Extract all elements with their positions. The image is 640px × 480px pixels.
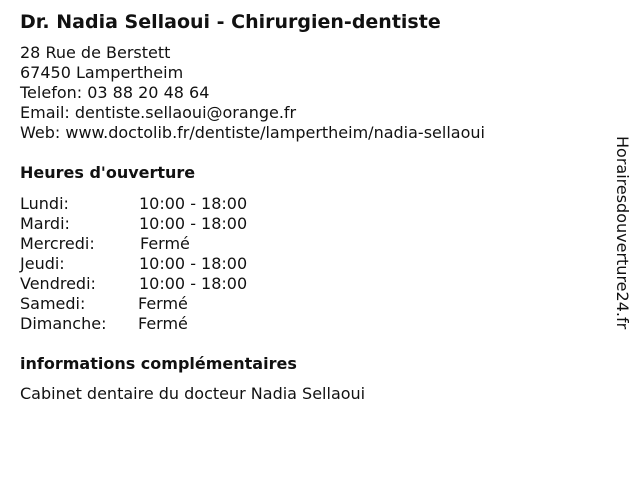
hours-row-saturday (20, 294, 320, 314)
day-label: Vendredi: (20, 274, 96, 293)
website-url: Web: www.doctolib.fr/dentiste/lampertheim/nadia-sellaoui (20, 123, 485, 142)
contact-block (20, 43, 485, 143)
page-title: Dr. Nadia Sellaoui - Chirurgien-dentiste (20, 11, 441, 33)
day-label: Lundi: (20, 194, 69, 213)
opening-hours-heading: Heures d'ouverture (20, 163, 196, 182)
hours-row-wednesday (20, 234, 320, 254)
additional-info-heading: informations complémentaires (20, 354, 297, 373)
hours-row-tuesday (20, 214, 320, 234)
hours-row-friday (20, 274, 320, 294)
hours-row-sunday (20, 314, 320, 334)
brand-watermark (612, 136, 632, 376)
email-address: Email: dentiste.sellaoui@orange.fr (20, 103, 297, 122)
phone-number: Telefon: 03 88 20 48 64 (20, 83, 210, 102)
brand-text: Horairesdouverture24.fr (613, 136, 632, 330)
hours-value: Fermé (138, 294, 188, 313)
day-label: Dimanche: (20, 314, 107, 333)
day-label: Jeudi: (20, 254, 65, 273)
hours-value: Fermé (138, 314, 188, 333)
hours-row-monday (20, 194, 320, 214)
day-label: Samedi: (20, 294, 86, 313)
hours-value: 10:00 - 18:00 (139, 254, 248, 273)
hours-value: 10:00 - 18:00 (139, 274, 248, 293)
hours-value: 10:00 - 18:00 (139, 194, 248, 213)
street-address: 28 Rue de Berstett (20, 43, 171, 62)
city-postal-code: 67450 Lampertheim (20, 63, 184, 82)
hours-row-thursday (20, 254, 320, 274)
hours-value: Fermé (140, 234, 190, 253)
day-label: Mardi: (20, 214, 70, 233)
day-label: Mercredi: (20, 234, 95, 253)
hours-value: 10:00 - 18:00 (139, 214, 248, 233)
opening-hours-table (20, 194, 320, 334)
additional-info-text: Cabinet dentaire du docteur Nadia Sellaoui (20, 384, 366, 403)
